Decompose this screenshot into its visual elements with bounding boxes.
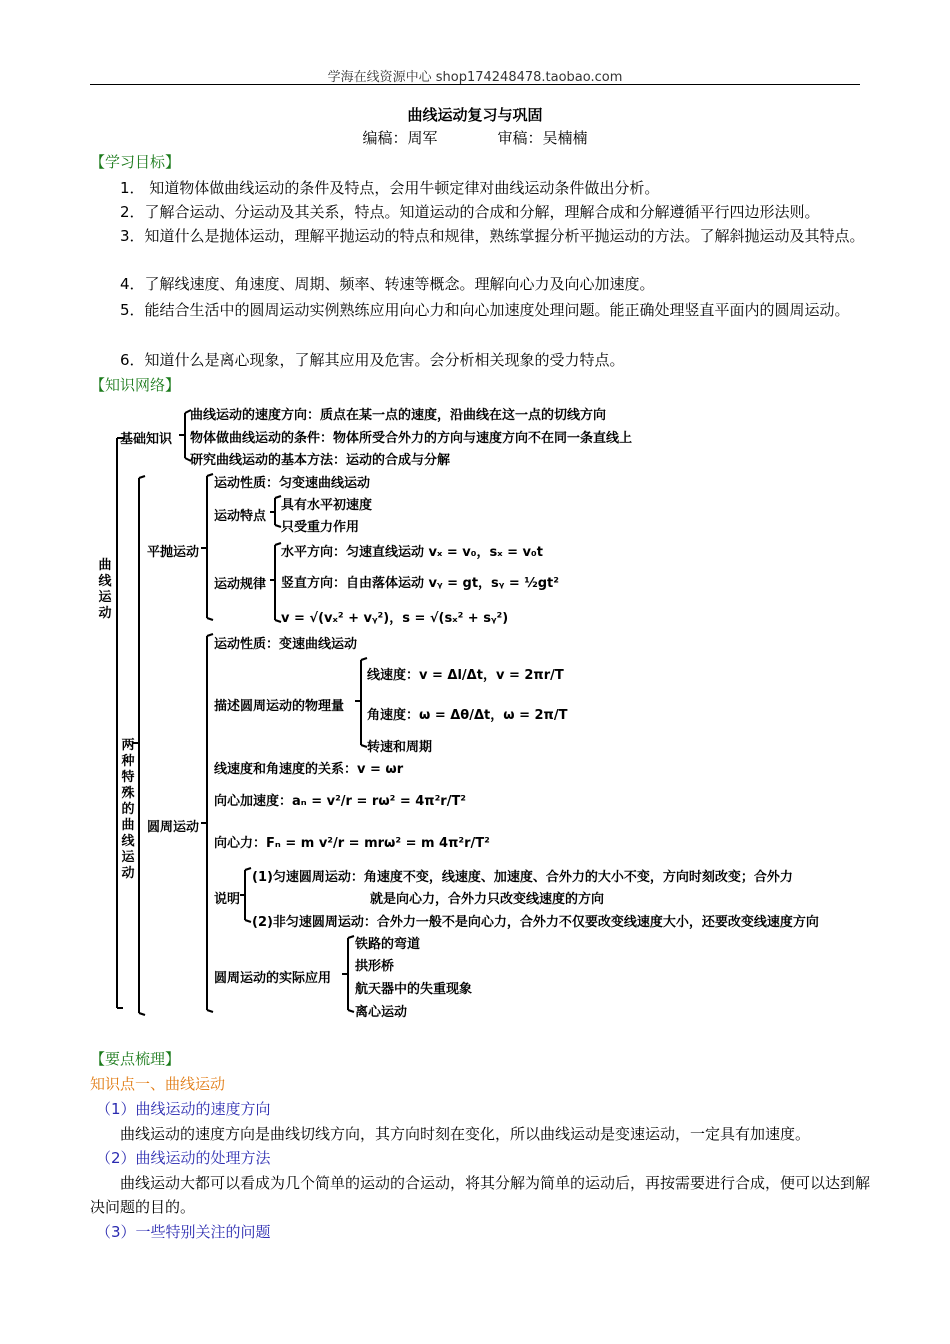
applications-brace <box>342 936 354 1012</box>
network-heading: 【知识网络】 <box>90 376 181 394</box>
editor-credit: 编稿：周军 <box>362 129 438 147</box>
knowledge-map <box>95 398 875 1028</box>
circular-brace <box>201 634 213 1012</box>
application-item: 航天器中的失重现象 <box>355 982 473 997</box>
law-item: v = √(vₓ² + vᵧ²)，s = √(sₓ² + sᵧ²) <box>281 611 509 626</box>
goals-heading: 【学习目标】 <box>90 153 181 171</box>
features-brace <box>270 496 281 527</box>
header-rule <box>90 84 860 85</box>
note-item: 就是向心力，合外力只改变线速度的方向 <box>370 892 605 907</box>
root-label: 曲线运动 <box>98 558 112 621</box>
law-item: 水平方向：匀速直线运动 vₓ = v₀，sₓ = v₀t <box>281 545 543 560</box>
goal-item: 3．知道什么是抛体运动，理解平抛运动的特点和规律，熟练掌握分析平抛运动的方法。了解斜抛运动及其特点。 <box>120 227 865 245</box>
basic-item: 研究曲线运动的基本方法：运动的合成与分解 <box>190 453 451 468</box>
sub2-heading: （2）曲线运动的处理方法 <box>96 1149 271 1167</box>
circular-label: 圆周运动 <box>147 820 200 835</box>
keypoints-heading: 【要点梳理】 <box>90 1050 181 1068</box>
notes-label: 说明 <box>214 892 241 907</box>
applications-label: 圆周运动的实际应用 <box>214 971 332 986</box>
goal-item: 4．了解线速度、角速度、周期、频率、转速等概念。理解向心力及向心加速度。 <box>120 275 655 293</box>
sub1-text: 曲线运动的速度方向是曲线切线方向，其方向时刻在变化，所以曲线运动是变速运动，一定具有加速度。 <box>120 1125 811 1143</box>
law-item: 竖直方向：自由落体运动 vᵧ = gt，sᵧ = ½gt² <box>281 576 559 591</box>
application-item: 铁路的弯道 <box>355 937 421 952</box>
laws-label: 运动规律 <box>214 577 267 592</box>
basic-item: 曲线运动的速度方向：质点在某一点的速度，沿曲线在这一点的切线方向 <box>190 408 607 423</box>
sub2-text: 曲线运动大都可以看成为几个简单的运动的合运动，将其分解为简单的运动后，再按需要进行合成，便可以达到解决问题的目的。 <box>90 1174 871 1216</box>
goal-item: 2．了解合运动、分运动及其关系，特点。知道运动的合成和分解，理解合成和分解遵循平行四边形法则。 <box>120 203 820 221</box>
point1-heading: 知识点一、曲线运动 <box>90 1075 226 1093</box>
circular-nature: 运动性质：变速曲线运动 <box>214 637 358 652</box>
force-item: 向心力：Fₙ = m v²/r = mrω² = m 4π²r/T² <box>214 836 490 851</box>
projectile-label: 平抛运动 <box>147 545 200 560</box>
goal-item: 5．能结合生活中的圆周运动实例熟练应用向心力和向心加速度处理问题。能正确处理竖直平面内的圆周运动。 <box>120 301 850 319</box>
goal-item: 6．知道什么是离心现象，了解其应用及危害。会分析相关现象的受力特点。 <box>120 351 625 369</box>
quantities-brace <box>355 658 367 747</box>
feature-item: 只受重力作用 <box>281 520 360 535</box>
application-item: 拱形桥 <box>355 959 395 974</box>
quantities-label: 描述圆周运动的物理量 <box>214 699 345 714</box>
features-label: 运动特点 <box>214 509 267 524</box>
page-header: 学海在线资源中心 shop174248478.taobao.com <box>327 70 623 85</box>
projectile-nature: 运动性质：匀变速曲线运动 <box>214 476 371 491</box>
authors-line <box>0 127 950 148</box>
relation-item: 线速度和角速度的关系：v = ωr <box>214 762 404 777</box>
basic-label: 基础知识 <box>120 432 173 447</box>
sub1-heading: （1）曲线运动的速度方向 <box>96 1100 271 1118</box>
special-label: 两种特殊的曲线运动 <box>121 738 135 881</box>
note-item: (1)匀速圆周运动：角速度不变，线速度、加速度、合外力的大小不变，方向时刻改变；合外力 <box>252 870 793 885</box>
laws-brace <box>270 543 281 622</box>
sub3-heading: （3）一些特别关注的问题 <box>96 1223 271 1241</box>
application-item: 离心运动 <box>355 1005 408 1020</box>
basic-item: 物体做曲线运动的条件：物体所受合外力的方向与速度方向不在同一条直线上 <box>190 431 633 446</box>
goal-item: 1． 知道物体做曲线运动的条件及特点，会用牛顿定律对曲线运动条件做出分析。 <box>120 179 660 197</box>
quantity-item: 角速度：ω = Δθ/Δt，ω = 2π/T <box>367 708 568 723</box>
quantity-item: 转速和周期 <box>367 740 433 755</box>
reviewer-credit: 审稿：吴楠楠 <box>497 129 588 147</box>
document-title: 曲线运动复习与巩固 <box>407 106 543 124</box>
feature-item: 具有水平初速度 <box>281 498 373 513</box>
note-item: (2)非匀速圆周运动：合外力一般不是向心力，合外力不仅要改变线速度大小，还要改变线速度方向 <box>252 915 819 930</box>
quantity-item: 线速度：v = Δl/Δt，v = 2πr/T <box>367 668 564 683</box>
notes-brace <box>240 868 251 922</box>
acceleration-item: 向心加速度：aₙ = v²/r = rω² = 4π²r/T² <box>214 794 467 809</box>
projectile-brace <box>201 474 213 620</box>
